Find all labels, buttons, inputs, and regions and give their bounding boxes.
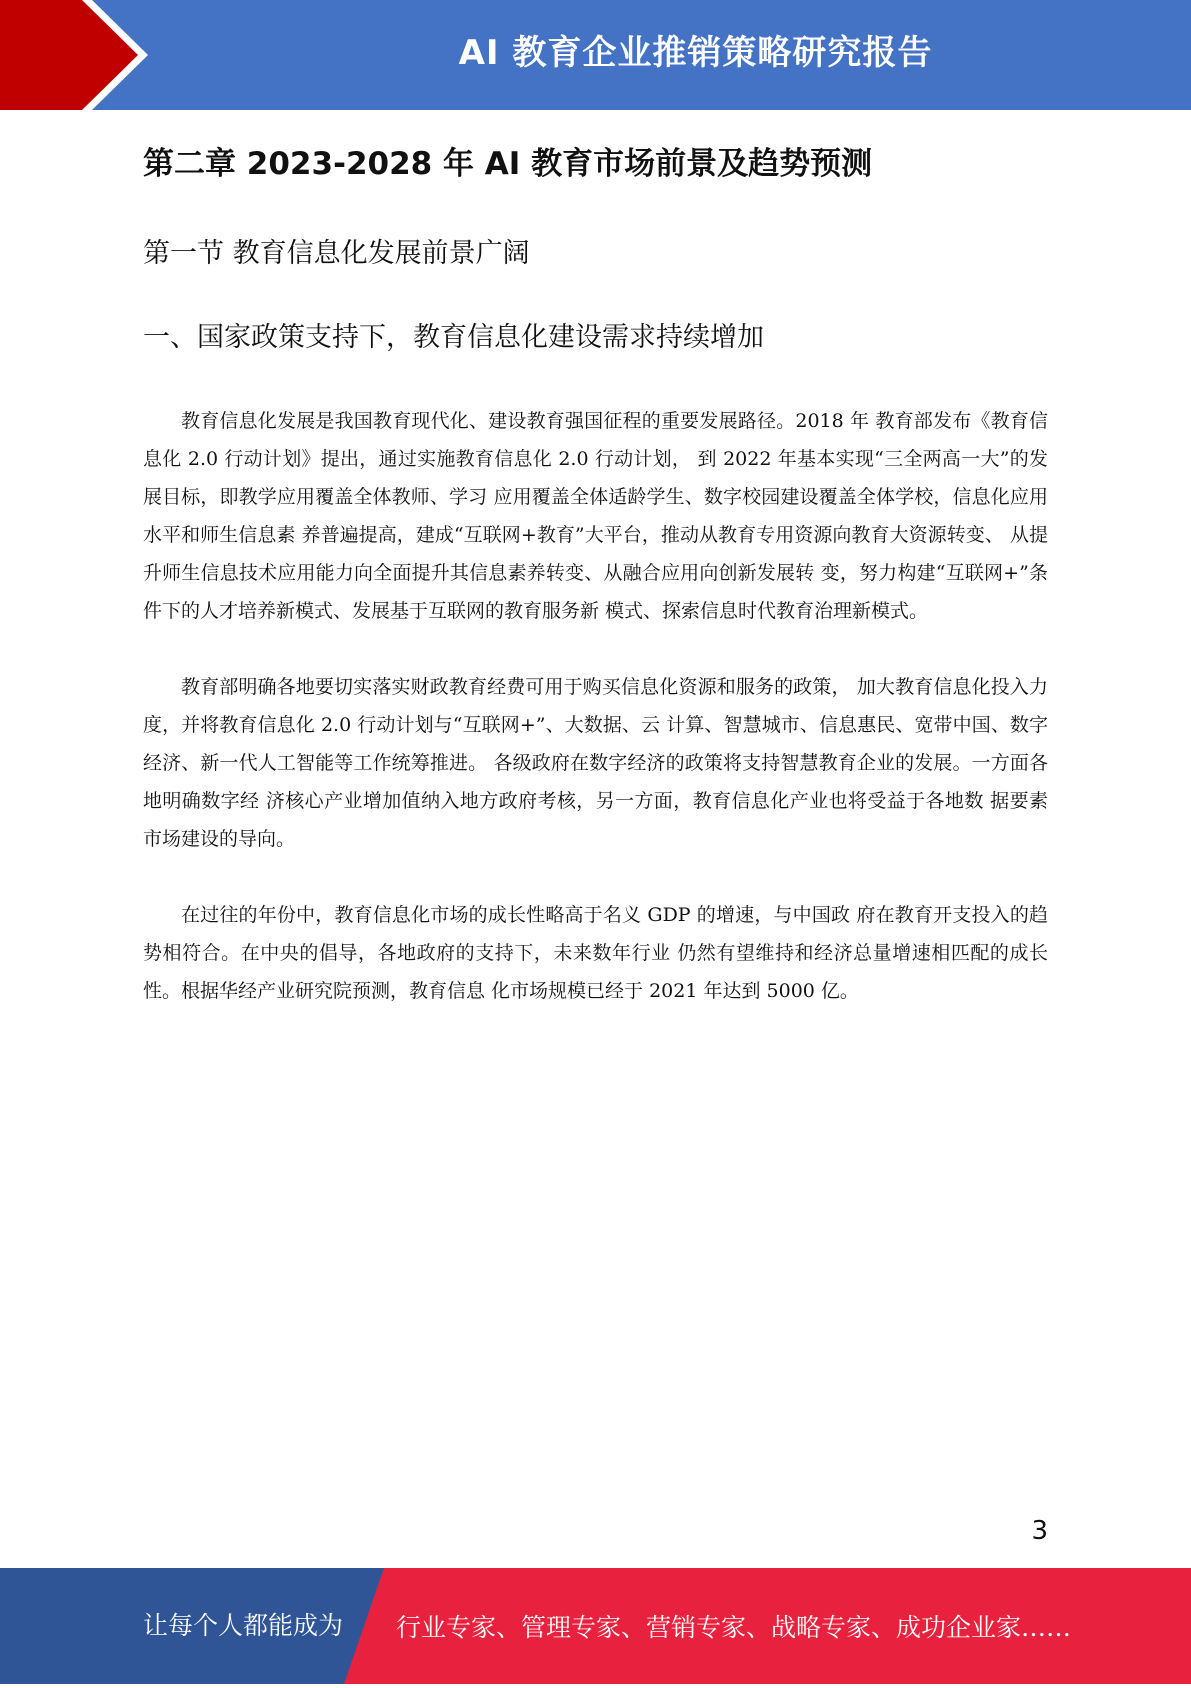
chapter-title: 第二章 2023-2028 年 AI 教育市场前景及趋势预测 (143, 146, 873, 182)
page-number: 3 (1031, 1516, 1048, 1546)
section-title: 第一节 教育信息化发展前景广阔 (143, 238, 530, 269)
document-body (143, 130, 1048, 1010)
footer-slogan-right: 行业专家、管理专家、营销专家、战略专家、成功企业家…… (396, 1613, 1072, 1642)
subsection-title: 一、国家政策支持下，教育信息化建设需求持续增加 (143, 322, 764, 353)
header-band (0, 0, 1191, 110)
paragraph-1: 教育信息化发展是我国教育现代化、建设教育强国征程的重要发展路径。2018 年 教育部发布《教育信息化 2.0 行动计划》提出，通过实施教育信息化 2.0 行动计划， 到 2022 年基本实现“三全两高一大”的发展目标，即教学应用覆盖全体教师、学习 应用覆盖全体适龄学生、数字校园建设覆盖全体学校，信息化应用水平和师生信息素 养普遍提高，建成“互联网+教育”大平台，推动从教育专用资源向教育大资源转变、 从提升师生信息技术应用能力向全面提升其信息素养转变、从融合应用向创新发展转 变，努力构建“互联网+”条件下的人才培养新模式、发展基于互联网的教育服务新 模式、探索信息时代教育治理新模式。 (143, 410, 1048, 622)
report-title: AI 教育企业推销策略研究报告 (458, 33, 933, 73)
paragraph-2: 教育部明确各地要切实落实财政教育经费可用于购买信息化资源和服务的政策， 加大教育信息化投入力度，并将教育信息化 2.0 行动计划与“互联网+”、大数据、云 计算、智慧城市、信息惠民、宽带中国、数字经济、新一代人工智能等工作统筹推进。 各级政府在数字经济的政策将支持智慧教育企业的发展。一方面各地明确数字经 济核心产业增加值纳入地方政府考核，另一方面，教育信息化产业也将受益于各地数 据要素市场建设的导向。 (143, 676, 1048, 850)
footer-slogan-left: 让每个人都能成为 (143, 1611, 344, 1640)
paragraph-3: 在过往的年份中，教育信息化市场的成长性略高于名义 GDP 的增速，与中国政 府在教育开支投入的趋势相符合。在中央的倡导，各地政府的支持下，未来数年行业 仍然有望维持和经济总量增速相匹配的成长性。根据华经产业研究院预测，教育信息 化市场规模已经于 2021 年达到 5000 亿。 (143, 904, 1048, 1002)
header-arrow-fill (0, 0, 138, 110)
footer-band (0, 1568, 1191, 1684)
header-arrow-decoration (0, 0, 160, 110)
